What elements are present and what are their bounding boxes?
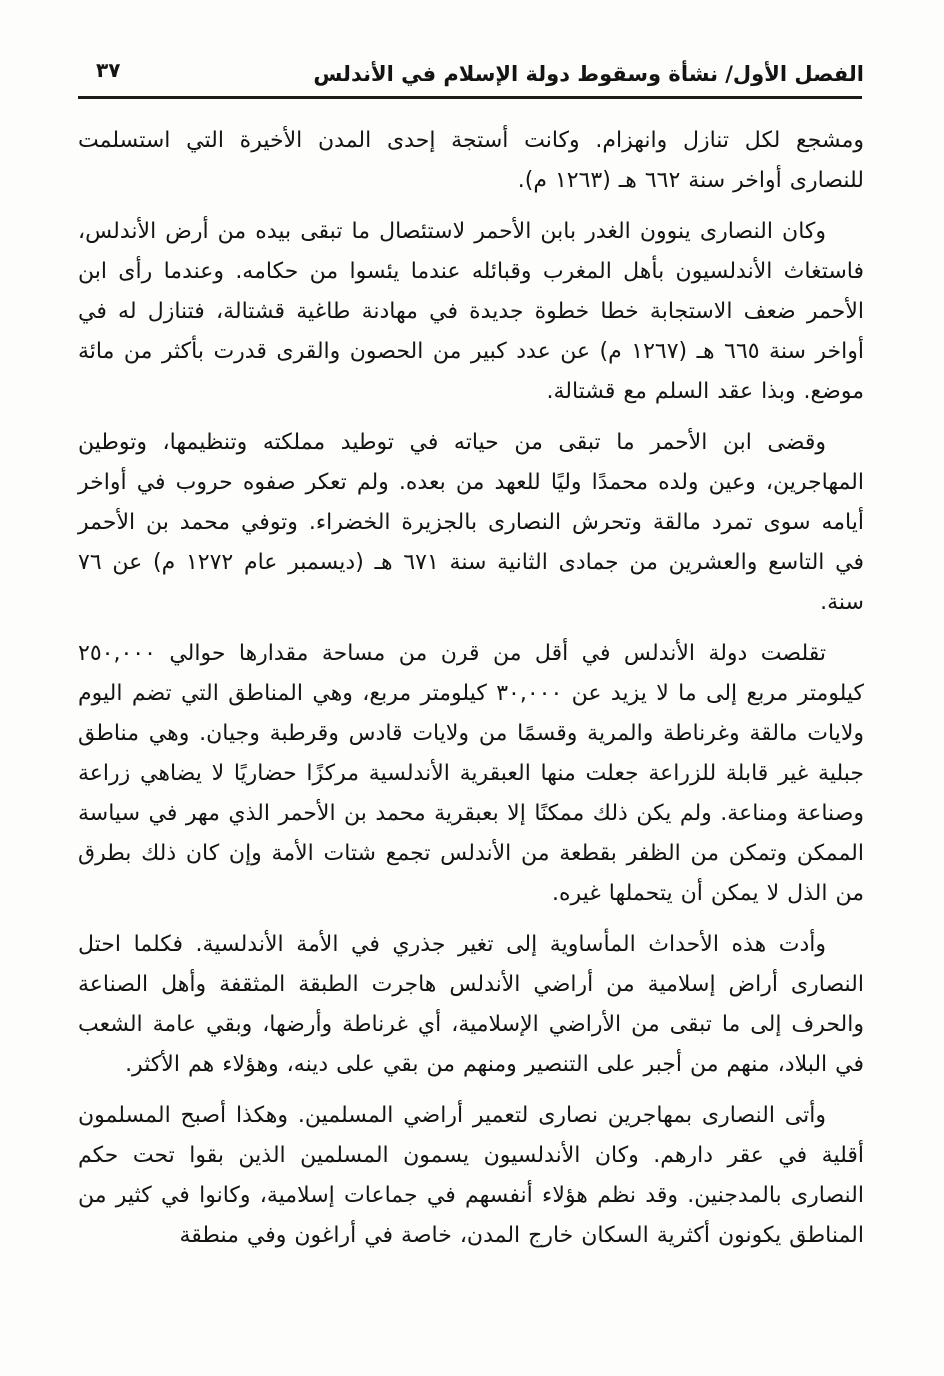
paragraph: وكان النصارى ينوون الغدر بابن الأحمر لاستئصال ما تبقى بيده من أرض الأندلس، فاستغاث الأندلسيون بأهل المغرب وقبائله عندما يئسوا من حكامه. وعندما رأى ابن الأحمر ضعف الاستجابة خطا خطوة جديدة في مهادنة طاغية قشتالة، فتنازل له في أواخر سنة ٦٦٥ هـ (١٢٦٧ م) عن عدد كبير من الحصون والقرى قدرت بأكثر من مائة موضع. وبذا عقد السلم مع قشتالة. <box>78 219 864 404</box>
page-header <box>78 58 864 96</box>
paragraph: تقلصت دولة الأندلس في أقل من قرن من مساحة مقدارها حوالي ٢٥٠,٠٠٠ كيلومتر مربع إلى ما لا يزيد عن ٣٠,٠٠٠ كيلومتر مربع، وهي المناطق التي تضم اليوم ولايات مالقة وغرناطة والمرية وقسمًا من ولايات قادس وقرطبة وجيان. وهي مناطق جبلية غير قابلة للزراعة جعلت منها العبقرية الأندلسية مركزًا حضاريًا لا يضاهي زراعة وصناعة ومناعة. ولم يكن ذلك ممكنًا إلا بعبقرية محمد بن الأحمر الذي مهر في سياسة الممكن وتمكن من الظفر بقطعة من الأندلس تجمع شتات الأمة وإن كان ذلك بطرق من الذل لا يمكن أن يتحملها غيره. <box>78 641 864 906</box>
paragraph: وأدت هذه الأحداث المأساوية إلى تغير جذري في الأمة الأندلسية. فكلما احتل النصارى أراض إسلامية من أراضي الأندلس هاجرت الطبقة المثقفة وأهل الصناعة والحرف إلى ما تبقى من الأراضي الإسلامية، أي غرناطة وأرضها، وبقي عامة الشعب في البلاد، منهم من أجبر على التنصير ومنهم من بقي على دينه، وهؤلاء هم الأكثر. <box>78 932 864 1077</box>
paragraph-continuation: ومشجع لكل تنازل وانهزام. وكانت أستجة إحدى المدن الأخيرة التي استسلمت للنصارى أواخر سنة ٦٦٢ هـ (١٢٦٣ م). <box>78 128 864 193</box>
paragraph: وقضى ابن الأحمر ما تبقى من حياته في توطيد مملكته وتنظيمها، وتوطين المهاجرين، وعين ولده محمدًا وليًا للعهد من بعده. ولم تعكر صفوه حروب في أواخر أيامه سوى تمرد مالقة وتحرش النصارى بالجزيرة الخضراء. وتوفي محمد بن الأحمر في التاسع والعشرين من جمادى الثانية سنة ٦٧١ هـ (ديسمبر عام ١٢٧٢ م) عن ٧٦ سنة. <box>78 430 864 615</box>
page-number: ٣٧ <box>96 58 121 82</box>
header-rule <box>78 96 862 99</box>
chapter-title: الفصل الأول/ نشأة وسقوط دولة الإسلام في الأندلس <box>313 62 864 86</box>
paragraph: وأتى النصارى بمهاجرين نصارى لتعمير أراضي المسلمين. وهكذا أصبح المسلمون أقلية في عقر دارهم. وكان الأندلسيون يسمون المسلمين الذين بقوا تحت حكم النصارى بالمدجنين. وقد نظم هؤلاء أنفسهم في جماعات إسلامية، وكانوا في كثير من المناطق يكونون أكثرية السكان خارج المدن، خاصة في أراغون وفي منطقة <box>78 1103 864 1248</box>
body-text <box>78 121 864 1256</box>
